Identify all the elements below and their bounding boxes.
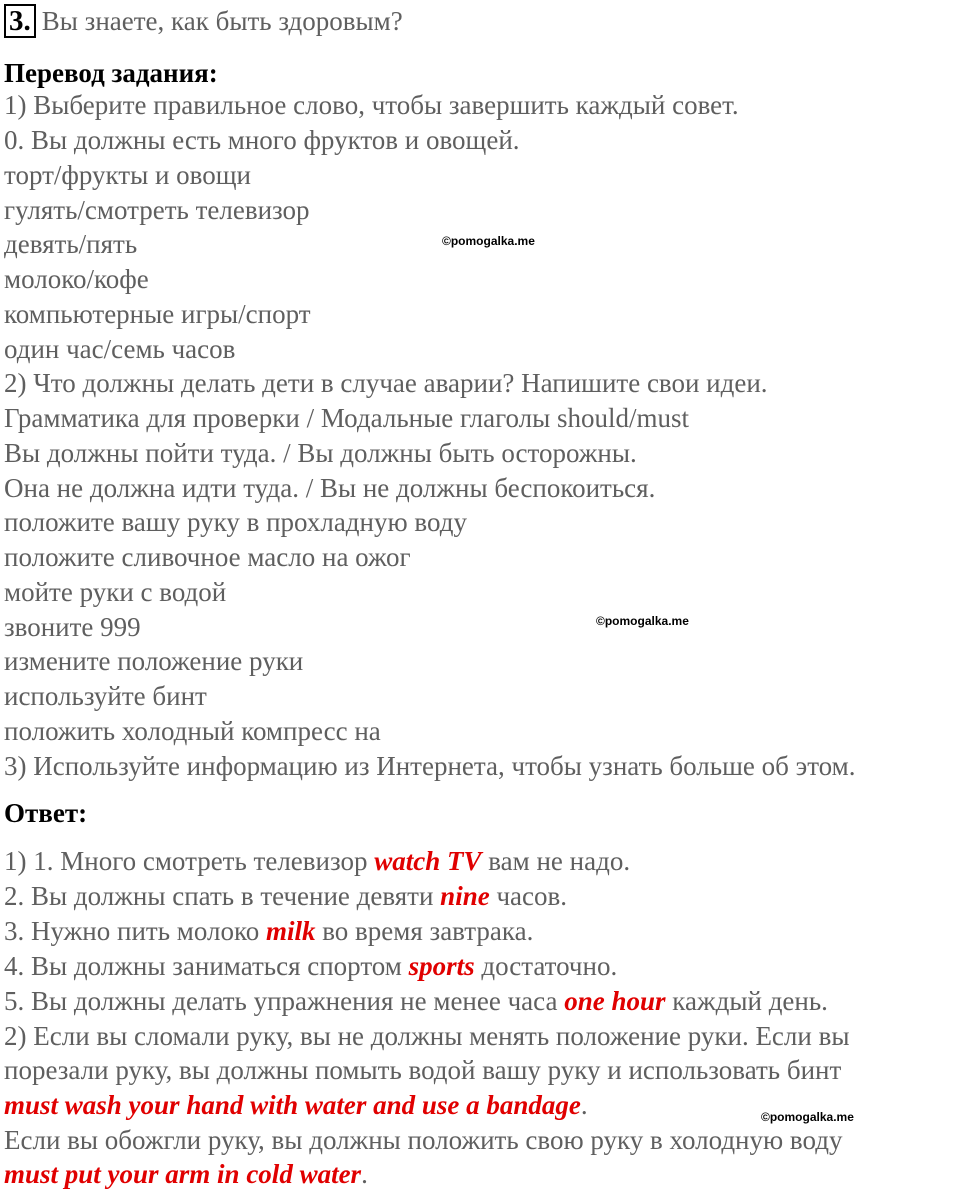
- answer-item-after: во время завтрака.: [315, 916, 534, 946]
- translation-line: молоко/кофе: [4, 264, 149, 294]
- watermark: ©pomogalka.me: [596, 614, 689, 628]
- answer-item: [4, 984, 828, 1018]
- translation-line: Она не должна идти туда. / Вы не должны беспокоиться.: [4, 473, 656, 503]
- translation-line: один час/семь часов: [4, 334, 236, 364]
- answer-item-before: 3. Нужно пить молоко: [4, 916, 266, 946]
- translation-line: измените положение руки: [4, 646, 304, 676]
- answer-item-before: 5. Вы должны делать упражнения не менее часа: [4, 986, 565, 1016]
- answer-item-before: 2. Вы должны спать в течение девяти: [4, 881, 441, 911]
- answer-item: [4, 914, 533, 948]
- answer-part2-line: 2) Если вы сломали руку, вы не должны менять положение руки. Если вы: [4, 1021, 850, 1051]
- translation-line: положите вашу руку в прохладную воду: [4, 507, 467, 537]
- translation-line: 1) Выберите правильное слово, чтобы завершить каждый совет.: [4, 90, 739, 120]
- answer-item-answer: watch TV: [374, 846, 482, 876]
- answer-part2-answer-line: [4, 1088, 588, 1122]
- answer-heading: Ответ:: [4, 798, 88, 828]
- answer-part2-answer: must put your arm in cold water: [4, 1159, 362, 1189]
- answer-part2-answer-line: [4, 1157, 368, 1191]
- translation-line: компьютерные игры/спорт: [4, 299, 311, 329]
- answer-item-before: 1) 1. Много смотреть телевизор: [4, 846, 375, 876]
- answer-item-before: 4. Вы должны заниматься спортом: [4, 951, 409, 981]
- answer-item-answer: one hour: [564, 986, 666, 1016]
- translation-line: 3) Используйте информацию из Интернета, чтобы узнать больше об этом.: [4, 751, 856, 781]
- answer-item-answer: sports: [408, 951, 475, 981]
- translation-line: торт/фрукты и овощи: [4, 160, 251, 190]
- answer-item-after: достаточно.: [474, 951, 618, 981]
- translation-line: Грамматика для проверки / Модальные глаголы should/must: [4, 403, 690, 433]
- translation-line: положить холодный компресс на: [4, 716, 381, 746]
- answer-item-answer: milk: [265, 916, 316, 946]
- answer-item-after: вам не надо.: [481, 846, 631, 876]
- answer-part2-punct: .: [580, 1090, 588, 1120]
- translation-line: положите сливочное масло на ожог: [4, 542, 411, 572]
- answer-item: [4, 844, 630, 878]
- translation-heading: Перевод задания:: [4, 58, 218, 88]
- answer-part2-line: Если вы обожгли руку, вы должны положить свою руку в холодную воду: [4, 1125, 843, 1155]
- task-title: Вы знаете, как быть здоровым?: [41, 6, 403, 36]
- answer-item: [4, 949, 617, 983]
- answer-part2-answer: must wash your hand with water and use a bandage: [4, 1090, 581, 1120]
- translation-line: гулять/смотреть телевизор: [4, 195, 310, 225]
- translation-line: мойте руки с водой: [4, 577, 227, 607]
- translation-line: используйте бинт: [4, 681, 207, 711]
- task-number: 3.: [4, 4, 36, 38]
- translation-line: девять/пять: [4, 229, 138, 259]
- answer-item-answer: nine: [440, 881, 490, 911]
- watermark: ©pomogalka.me: [761, 1110, 854, 1124]
- translation-line: Вы должны пойти туда. / Вы должны быть осторожны.: [4, 438, 637, 468]
- translation-line: звоните 999: [4, 612, 141, 642]
- translation-line: 0. Вы должны есть много фруктов и овощей.: [4, 125, 520, 155]
- translation-line: 2) Что должны делать дети в случае аварии? Напишите свои идеи.: [4, 368, 768, 398]
- task-title-line: [4, 4, 403, 38]
- answer-part2-punct: .: [361, 1159, 368, 1189]
- answer-item-after: каждый день.: [665, 986, 828, 1016]
- answer-item-after: часов.: [489, 881, 567, 911]
- watermark: ©pomogalka.me: [442, 234, 535, 248]
- answer-part2-line: порезали руку, вы должны помыть водой вашу руку и использовать бинт: [4, 1055, 842, 1085]
- answer-item: [4, 879, 567, 913]
